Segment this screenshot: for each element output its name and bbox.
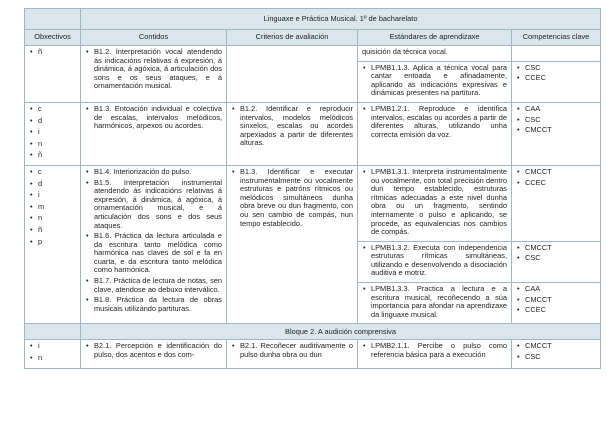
table-row <box>25 165 601 241</box>
standard-item: • LPMB1.3.2. Executa con independencia estruturas rítmicas simultáneas, utilizando e desenvolvendo a disociación auditiva e motriz. <box>362 244 507 278</box>
block-blank-cell <box>25 324 81 340</box>
competencies-cell <box>512 46 601 62</box>
title-row <box>25 9 601 30</box>
table-body-block-2 <box>25 340 601 368</box>
standard-cell <box>358 283 512 324</box>
standard-item: • LPMB1.3.3. Practica a lectura e a escritura musical, recoñecendo a súa importancia para afondar na aprendizaxe da linguaxe musical. <box>362 285 507 319</box>
content-item: • B1.6. Práctica da lectura articulada e da escritura tanto melódica como harmónica nas claves de sol e fa en cuarta, e da escritura tanto melódica como harmónica. <box>85 232 222 275</box>
standard-item: • LPMB1.3.1. Interpreta instrumentalmente ou vocalmente, con total precisión dentro dun tempo establecido, estruturas rítmicas adecuadas a este nivel dunha obra ou un fragmento, sentindo internamente o pulso e aplicando, se procede, as equivalencias nos cambios de compás. <box>362 168 507 237</box>
standard-item: quisición da técnica vocal. <box>362 47 448 56</box>
objective-item: • ñ <box>29 48 76 57</box>
competency-item: • CSC <box>516 64 596 73</box>
content-item: • B1.4. Interiorización do pulso. <box>85 168 222 177</box>
contents-cell <box>81 46 227 103</box>
contents-cell <box>81 102 227 165</box>
criterion-item: • B1.3. Identificar e executar instrumentalmente ou vocalmente estruturas e patróns rítmicos ou melódicos simultáneos dunha obra breve ou dun fragmento, con ou sen cambio de compás, nun tempo establecido. <box>231 168 353 228</box>
contents-cell <box>81 165 227 324</box>
objective-item: • n <box>29 140 76 149</box>
competencies-cell <box>512 241 601 282</box>
objective-item: • n <box>29 214 76 223</box>
header-objectives: Obxectivos <box>25 30 81 46</box>
competency-item: • CCEC <box>516 179 596 188</box>
objective-item: • c <box>29 105 76 114</box>
content-item: • B2.1. Percepción e identificación do pulso, dos acentos e dos com- <box>85 342 222 359</box>
standard-cell <box>358 61 512 102</box>
curriculum-table <box>24 8 601 369</box>
header-criteria: Criterios de avaliación <box>227 30 358 46</box>
content-item: • B1.8. Práctica da lectura de obras musicais utilizando partituras. <box>85 296 222 313</box>
standard-cell <box>358 102 512 165</box>
objective-item: • p <box>29 238 76 247</box>
criterion-item: • B2.1. Recoñecer auditivamente o pulso dunha obra ou dun <box>231 342 353 359</box>
standard-cell <box>358 241 512 282</box>
standard-cell <box>358 165 512 241</box>
objective-item: • n <box>29 354 76 363</box>
competency-item: • CMCCT <box>516 168 596 177</box>
table-row <box>25 102 601 165</box>
competency-item: • CMCCT <box>516 244 596 253</box>
header-standards: Estándares de aprendizaxe <box>358 30 512 46</box>
criteria-cell <box>227 46 358 103</box>
block-title-row <box>25 324 601 340</box>
objectives-cell <box>25 340 81 368</box>
table-body <box>25 46 601 324</box>
competencies-cell <box>512 340 601 368</box>
objective-item: • i <box>29 128 76 137</box>
table-row <box>25 340 601 368</box>
objective-item: • c <box>29 168 76 177</box>
objectives-cell <box>25 165 81 324</box>
content-item: • B1.3. Entoación individual e colectiva de escalas, intervalos melódicos, harmónicos, arpexos ou acordes. <box>85 105 222 131</box>
criteria-cell <box>227 102 358 165</box>
content-item: • B1.5. Interpretación instrumental atendendo ás indicacións relativas á expresión, á dinámica, á agóxica, á ornamentación musical, e á articulación dos sons e dos seus ataques. <box>85 179 222 231</box>
objective-item: • i <box>29 191 76 200</box>
contents-cell <box>81 340 227 368</box>
competencies-cell <box>512 61 601 102</box>
standard-cell <box>358 46 512 62</box>
block-title: Bloque 2. A audición comprensiva <box>81 324 601 340</box>
criterion-item: • B1.2. Identificar e reproducir intervalos, modelos melódicos sinxelos, escalas ou acordes arpexiados a partir de diferentes alturas. <box>231 105 353 148</box>
title-blank-cell <box>25 9 81 30</box>
content-item: • B1.2. Interpretación vocal atendendo ás indicacións relativas á expresión, á dinámica, á agóxica, á articulación dos sons e os seus ataques, e á ornamentación musical. <box>85 48 222 91</box>
table-row <box>25 46 601 62</box>
column-header-row <box>25 30 601 46</box>
curriculum-document <box>24 8 600 369</box>
header-contents: Contidos <box>81 30 227 46</box>
objectives-cell <box>25 102 81 165</box>
objectives-cell <box>25 46 81 103</box>
objective-item: • i <box>29 342 76 351</box>
header-competencies: Competencias clave <box>512 30 601 46</box>
competency-item: • CSC <box>516 353 596 362</box>
objective-item: • d <box>29 180 76 189</box>
competencies-cell <box>512 102 601 165</box>
competency-item: • CMCCT <box>516 342 596 351</box>
competency-item: • CMCCT <box>516 126 596 135</box>
objective-item: • ñ <box>29 151 76 160</box>
competency-item: • CSC <box>516 254 596 263</box>
competencies-cell <box>512 283 601 324</box>
standard-cell <box>358 340 512 368</box>
competency-item: • CMCCT <box>516 296 596 305</box>
competency-item: • CSC <box>516 116 596 125</box>
competency-item: • CAA <box>516 285 596 294</box>
criteria-cell <box>227 165 358 324</box>
objective-item: • m <box>29 203 76 212</box>
standard-item: • LPMB1.1.3. Aplica a técnica vocal para cantar entoada e afinadamente, aplicando as indicacións expresivas e dinámicas presentes na partitura. <box>362 64 507 98</box>
criteria-cell <box>227 340 358 368</box>
standard-item: • LPMB2.1.1. Percibe o pulso como referencia básica para a execución <box>362 342 507 359</box>
competencies-cell <box>512 165 601 241</box>
standard-item: • LPMB1.2.1. Reproduce e identifica intervalos, escalas ou acordes a partir de diferentes alturas, utilizando unha correcta emisión da voz. <box>362 105 507 139</box>
content-item: • B1.7. Práctica de lectura de notas, sen clave, atendose ao debuxo interválico. <box>85 277 222 294</box>
competency-item: • CAA <box>516 105 596 114</box>
objective-item: • d <box>29 117 76 126</box>
objective-item: • ñ <box>29 226 76 235</box>
competency-item: • CCEC <box>516 74 596 83</box>
competency-item: • CCEC <box>516 306 596 315</box>
table-title: Linguaxe e Práctica Musical. 1º de bacharelato <box>81 9 601 30</box>
